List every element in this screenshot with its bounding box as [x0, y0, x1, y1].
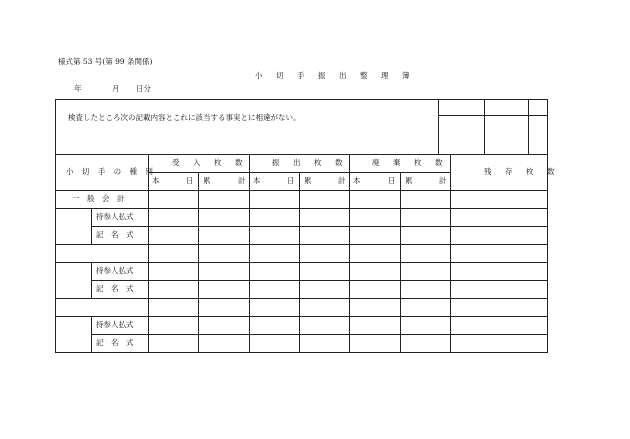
date-day-label: 日分 [136, 84, 151, 93]
named-label: 記 名 式 [96, 284, 134, 293]
page-title: 小 切 手 振 出 整 理 簿 [255, 71, 413, 80]
inspection-statement: 検査したところ次の記載内容とこれに該当する事実とに相違がない。 [68, 113, 301, 122]
issued-total-right: 計 [338, 176, 346, 185]
type-header: 小 切 手 の 種 別 [66, 167, 156, 176]
bearer-payment-label: 持参人払式 [96, 266, 134, 275]
received-today-left: 本 [152, 176, 160, 185]
discarded-total-right: 計 [439, 176, 447, 185]
discarded-today-left: 本 [353, 176, 361, 185]
received-today-right: 日 [186, 176, 194, 185]
named-label: 記 名 式 [96, 230, 134, 239]
issued-total-left: 累 [304, 176, 312, 185]
form-number: 様式第 53 号(第 99 条関係) [58, 57, 153, 66]
received-total-right: 計 [238, 176, 246, 185]
issued-today-left: 本 [253, 176, 261, 185]
bearer-payment-label: 持参人払式 [96, 212, 134, 221]
received-total-left: 累 [203, 176, 211, 185]
received-header: 受 入 枚 数 [172, 158, 246, 167]
general-account-label: 一 般 会 計 [72, 194, 125, 203]
issued-header: 振 出 枚 数 [272, 158, 346, 167]
discarded-total-left: 累 [405, 176, 413, 185]
bearer-payment-label: 持参人払式 [96, 320, 134, 329]
discarded-header: 廃 棄 枚 数 [372, 158, 446, 167]
discarded-today-right: 日 [388, 176, 396, 185]
remaining-header: 残 存 枚 数 [484, 167, 558, 176]
date-month-label: 月 [112, 84, 120, 93]
date-year-label: 年 [74, 84, 82, 93]
named-label: 記 名 式 [96, 338, 134, 347]
issued-today-right: 日 [287, 176, 295, 185]
